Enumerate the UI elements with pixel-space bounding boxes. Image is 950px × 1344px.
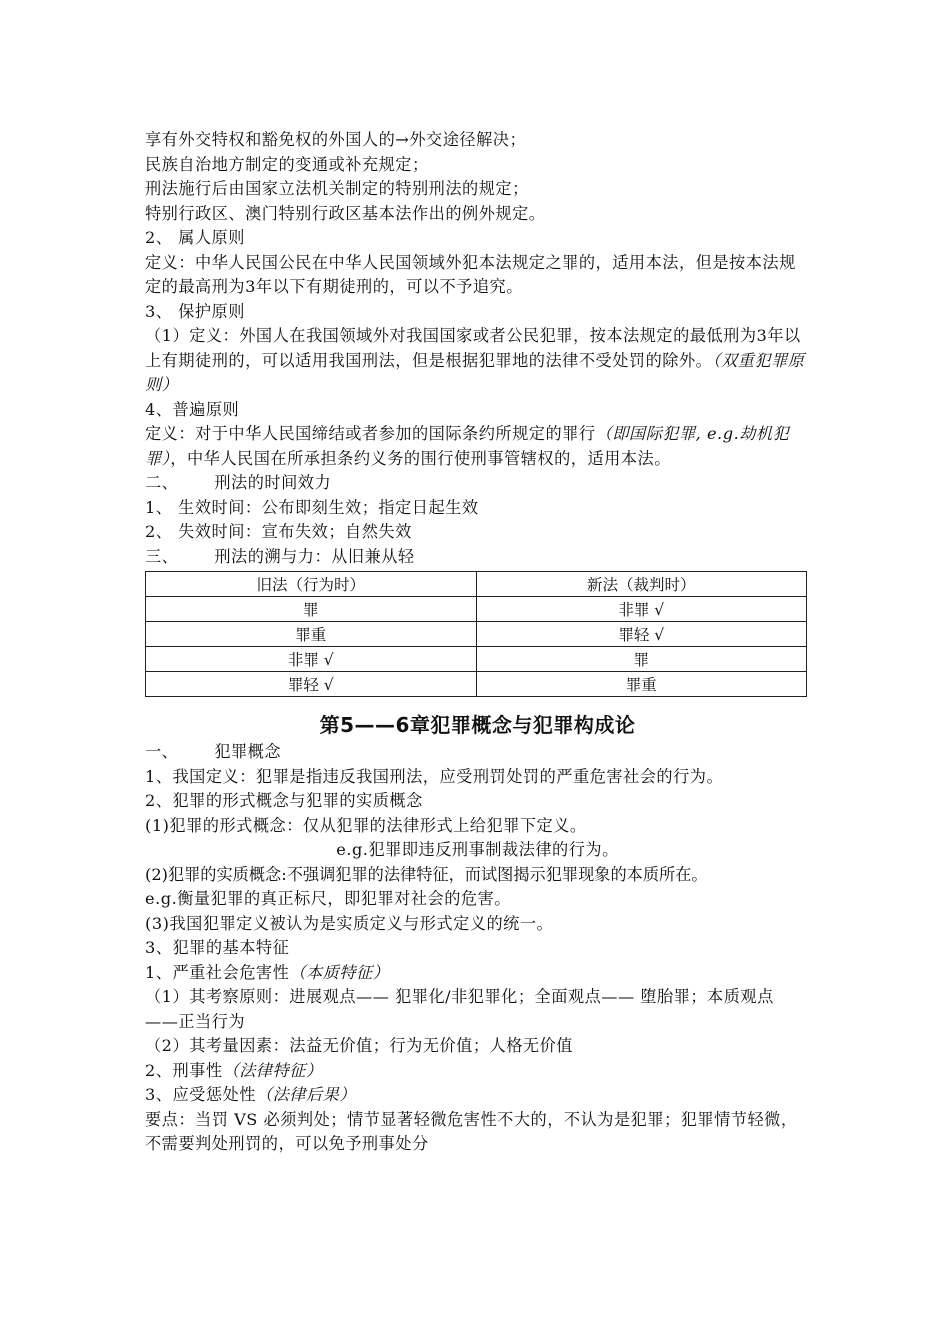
heading-number: 三、 (145, 546, 179, 566)
text-line: 特别行政区、澳门特别行政区基本法作出的例外规定。 (145, 203, 546, 223)
table-cell: 非罪 √ (146, 647, 477, 672)
text-line: (1)犯罪的形式概念：仅从犯罪的法律形式上给犯罪下定义。 (145, 815, 587, 835)
section-heading (145, 471, 810, 496)
text-line: 民族自治地方制定的变通或补充规定； (145, 154, 429, 174)
table-cell: 罪轻 √ (476, 622, 807, 647)
heading-text: 刑法的时间效力 (214, 473, 332, 492)
text-line: 1、 生效时间：公布即刻生效；指定日起生效 (145, 497, 479, 517)
personal-definition: 定义：中华人民国公民在中华人民国领域外犯本法规定之罪的，适用本法，但是按本法规定的最高刑为3年以下有期徒刑的，可以不予追究。 (145, 252, 796, 296)
document-page (145, 128, 810, 1157)
protect-note: （双重犯罪原则） (145, 350, 805, 394)
feature-note: （法律特征） (222, 1060, 323, 1080)
universal-definition (145, 422, 810, 471)
feature-heading (145, 961, 810, 986)
text-line: (3)我国犯罪定义被认为是实质定义与形式定义的统一。 (145, 913, 554, 933)
heading-number: 一、 (145, 742, 179, 761)
table-row (146, 597, 807, 622)
text-line: 享有外交特权和豁免权的外国人的→外交途径解决； (145, 130, 527, 149)
protect-definition (145, 324, 810, 398)
universal-text-b: ，中华人民国在所承担条约义务的围行使刑事管辖权的，适用本法。 (170, 448, 671, 468)
text-line: (2)犯罪的实质概念:不强调犯罪的法律特征，而试图揭示犯罪现象的本质所在。 (145, 864, 708, 884)
table-cell: 罪 (146, 597, 477, 622)
feature-label: 2、刑事性 (145, 1060, 223, 1080)
text-line: 2、犯罪的形式概念与犯罪的实质概念 (145, 791, 423, 810)
table-header-row (146, 572, 807, 597)
column-header: 旧法（行为时） (146, 572, 477, 597)
feature-label: 1、严重社会危害性 (145, 962, 290, 982)
heading-number: 二、 (145, 473, 179, 492)
text-paragraph: （1）其考察原则：进展观点—— 犯罪化/非犯罪化；全面观点—— 堕胎罪；本质观点 ——正当行为 (145, 987, 774, 1031)
table-cell: 罪 (476, 647, 807, 672)
table-cell: 非罪 √ (476, 597, 807, 622)
feature-label: 3、应受惩处性 (145, 1085, 256, 1104)
table-cell: 罪重 (476, 672, 807, 697)
key-points: 要点：当罚 VS 必须判处；情节显著轻微危害性不大的，不认为是犯罪；犯罪情节轻微，不需要判处刑罚的，可以免予刑事处分 (145, 1109, 798, 1153)
section-heading: 3、 保护原则 (145, 301, 245, 321)
table-row (146, 672, 807, 697)
text-line: 1、我国定义：犯罪是指违反我国刑法，应受刑罚处罚的严重危害社会的行为。 (145, 766, 724, 786)
chapter-title: 第5——6章犯罪概念与犯罪构成论 (319, 713, 636, 737)
section-heading (145, 740, 810, 765)
text-line: 3、犯罪的基本特征 (145, 938, 290, 957)
universal-text-a: 定义：对于中华人民国缔结或者参加的国际条约所规定的罪行 (145, 424, 596, 443)
section-heading: 4、普遍原则 (145, 399, 240, 419)
section-heading (145, 545, 810, 570)
feature-heading (145, 1083, 810, 1108)
protect-text: （1）定义：外国人在我国领域外对我国国家或者公民犯罪，按本法规定的最低刑为3年以上有期徒刑的，可以适用我国刑法，但是根据犯罪地的法律不受处罚的除外。 (145, 326, 801, 370)
universal-note: （即国际犯罪, e.g.劫机犯罪） (145, 424, 790, 468)
section-heading: 2、 属人原则 (145, 228, 245, 247)
heading-text: 犯罪概念 (214, 742, 282, 761)
text-line: 刑法施行后由国家立法机关制定的特别刑法的规定； (145, 179, 529, 198)
feature-heading (145, 1059, 810, 1084)
table-cell: 罪轻 √ (146, 672, 477, 697)
table-cell: 罪重 (146, 622, 477, 647)
table-row (146, 622, 807, 647)
feature-note: （法律后果） (255, 1085, 357, 1104)
text-line: （2）其考量因素：法益无价值；行为无价值；人格无价值 (145, 1036, 573, 1055)
table-row (146, 647, 807, 672)
heading-text: 刑法的溯与力：从旧兼从轻 (214, 546, 415, 566)
retroactivity-table (145, 571, 807, 697)
example-line: e.g.犯罪即违反刑事制裁法律的行为。 (336, 840, 619, 859)
feature-note: （本质特征） (289, 962, 390, 982)
text-line: e.g.衡量犯罪的真正标尺，即犯罪对社会的危害。 (145, 889, 511, 908)
text-line: 2、 失效时间：宣布失效；自然失效 (145, 522, 412, 541)
column-header: 新法（裁判时） (476, 572, 807, 597)
